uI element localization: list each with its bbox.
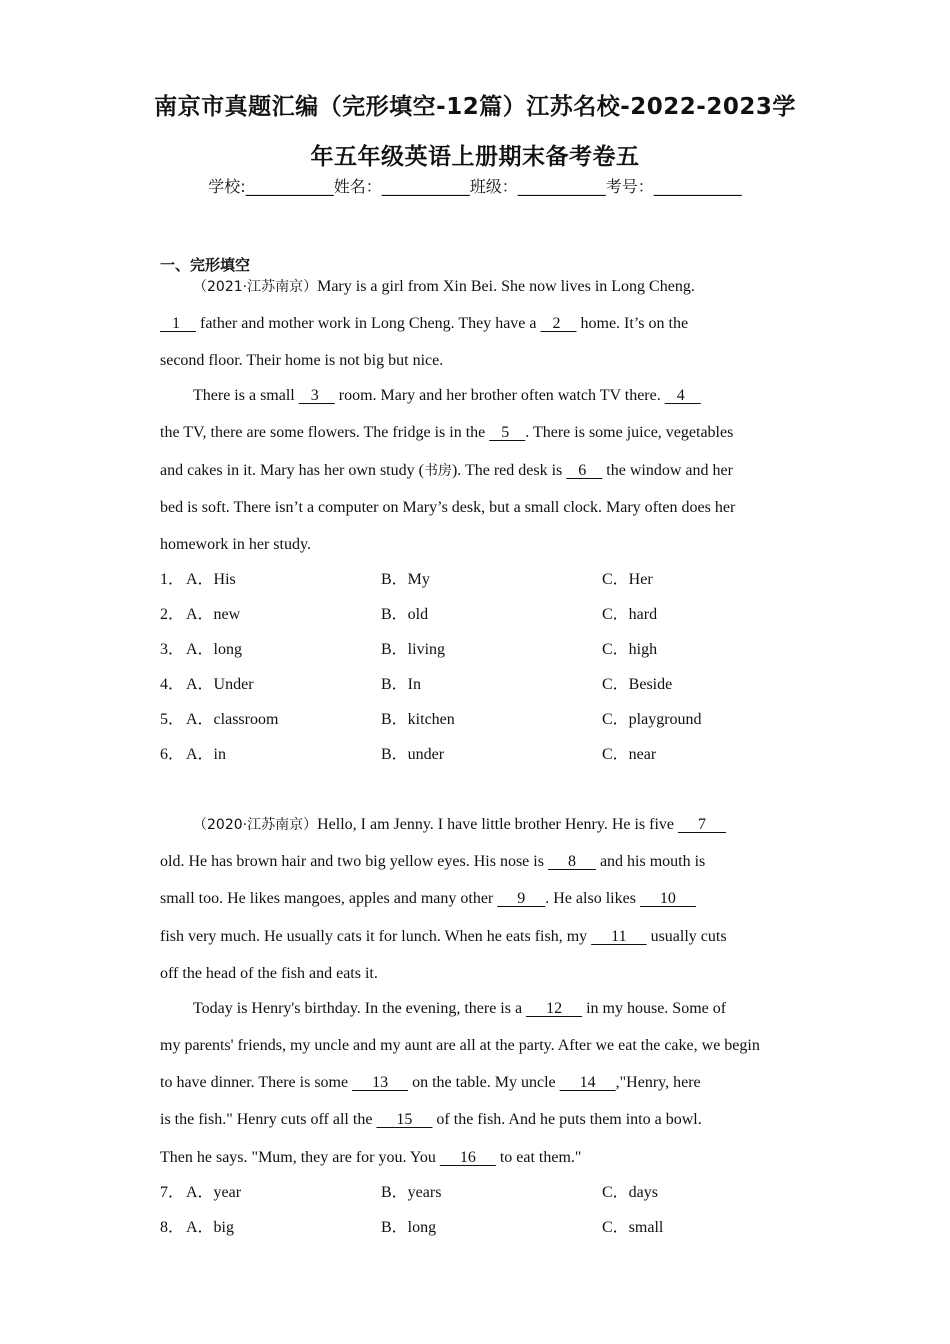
blank-14[interactable]: 14 — [559, 1074, 616, 1091]
question-number: 8． — [160, 1219, 185, 1236]
passage1-line: homework in her study. — [160, 536, 311, 553]
passage2-line: （2020·江苏南京）Hello, I am Jenny. I have little brother Henry. He is five 7 — [193, 816, 727, 833]
option-b[interactable]: B．In — [381, 676, 422, 693]
blank-16[interactable]: 16 — [439, 1149, 496, 1166]
option-a[interactable]: A．Under — [186, 676, 254, 693]
option-c[interactable]: C．playground — [602, 711, 702, 728]
option-b[interactable]: B．years — [381, 1184, 442, 1201]
student-info-line: 学校:___________姓名：___________班级：___________考号：___________ — [208, 177, 742, 196]
option-a[interactable]: A．in — [186, 746, 227, 763]
passage1-line: （2021·江苏南京）Mary is a girl from Xin Bei. She now lives in Long Cheng. — [193, 278, 695, 295]
option-b[interactable]: B．kitchen — [381, 711, 455, 728]
option-c[interactable]: C．small — [602, 1219, 664, 1236]
section-title: 一、完形填空 — [160, 256, 251, 274]
passage2-line: Then he says. "Mum, they are for you. You 16 to eat them." — [160, 1149, 582, 1166]
blank-7[interactable]: 7 — [678, 816, 727, 833]
blank-5[interactable]: 5 — [489, 424, 526, 441]
passage1-line: 1 father and mother work in Long Cheng. They have a 2 home. It’s on the — [160, 315, 689, 332]
option-b[interactable]: B．old — [381, 606, 429, 623]
option-b[interactable]: B．under — [381, 746, 445, 763]
passage2-line: to have dinner. There is some 13 on the table. My uncle 14 ,"Henry, here — [160, 1074, 701, 1091]
passage2-line: old. He has brown hair and two big yellow eyes. His nose is 8 and his mouth is — [160, 853, 706, 870]
option-b[interactable]: B．My — [381, 571, 430, 588]
question-number: 1． — [160, 571, 185, 588]
option-a[interactable]: A．His — [186, 571, 236, 588]
blank-12[interactable]: 12 — [526, 1000, 583, 1017]
option-b[interactable]: B．long — [381, 1219, 437, 1236]
option-b[interactable]: B．living — [381, 641, 446, 658]
source-tag: （2021·江苏南京） — [193, 279, 318, 295]
blank-6[interactable]: 6 — [566, 462, 603, 479]
source-tag: （2020·江苏南京） — [193, 817, 318, 833]
page-title: 南京市真题汇编（完形填空-12篇）江苏名校-2022-2023学 — [154, 94, 796, 120]
option-c[interactable]: C．days — [602, 1184, 659, 1201]
option-a[interactable]: A．new — [186, 606, 241, 623]
blank-4[interactable]: 4 — [664, 387, 701, 404]
question-number: 6． — [160, 746, 185, 763]
question-number: 2． — [160, 606, 185, 623]
passage2-line: my parents' friends, my uncle and my aunt are all at the party. After we eat the cake, we begin — [160, 1037, 760, 1054]
question-number: 3． — [160, 641, 185, 658]
question-number: 7． — [160, 1184, 185, 1201]
blank-15[interactable]: 15 — [376, 1111, 433, 1128]
option-c[interactable]: C．Her — [602, 571, 653, 588]
blank-3[interactable]: 3 — [298, 387, 335, 404]
option-c[interactable]: C．hard — [602, 606, 658, 623]
passage1-line: the TV, there are some flowers. The fridge is in the 5 . There is some juice, vegetables — [160, 424, 734, 441]
passage1-line: There is a small 3 room. Mary and her brother often watch TV there. 4 — [193, 387, 701, 404]
blank-8[interactable]: 8 — [547, 853, 596, 870]
passage2-line: is the fish." Henry cuts off all the 15 of the fish. And he puts them into a bowl. — [160, 1111, 702, 1128]
option-c[interactable]: C．Beside — [602, 676, 673, 693]
option-a[interactable]: A．long — [186, 641, 243, 658]
blank-13[interactable]: 13 — [352, 1074, 409, 1091]
passage2-line: off the head of the fish and eats it. — [160, 965, 378, 982]
blank-2[interactable]: 2 — [540, 315, 577, 332]
passage1-line: second floor. Their home is not big but nice. — [160, 352, 444, 369]
option-a[interactable]: A．big — [186, 1219, 235, 1236]
option-a[interactable]: A．year — [186, 1184, 242, 1201]
question-number: 5． — [160, 711, 185, 728]
blank-9[interactable]: 9 — [497, 890, 546, 907]
blank-11[interactable]: 11 — [591, 928, 647, 945]
blank-1[interactable]: 1 — [160, 315, 196, 332]
option-a[interactable]: A．classroom — [186, 711, 279, 728]
page-title-line2: 年五年级英语上册期末备考卷五 — [310, 144, 640, 170]
question-number: 4． — [160, 676, 185, 693]
option-c[interactable]: C．near — [602, 746, 657, 763]
passage1-line: and cakes in it. Mary has her own study (书房). The red desk is 6 the window and her — [160, 462, 733, 479]
passage2-line: small too. He likes mangoes, apples and many other 9 . He also likes 10 — [160, 890, 696, 907]
passage1-line: bed is soft. There isn’t a computer on Mary’s desk, but a small clock. Mary often does her — [160, 499, 736, 516]
option-c[interactable]: C．high — [602, 641, 658, 658]
passage2-line: Today is Henry's birthday. In the evening, there is a 12 in my house. Some of — [193, 1000, 727, 1017]
passage2-line: fish very much. He usually cats it for lunch. When he eats fish, my 11 usually cuts — [160, 928, 727, 945]
blank-10[interactable]: 10 — [639, 890, 696, 907]
